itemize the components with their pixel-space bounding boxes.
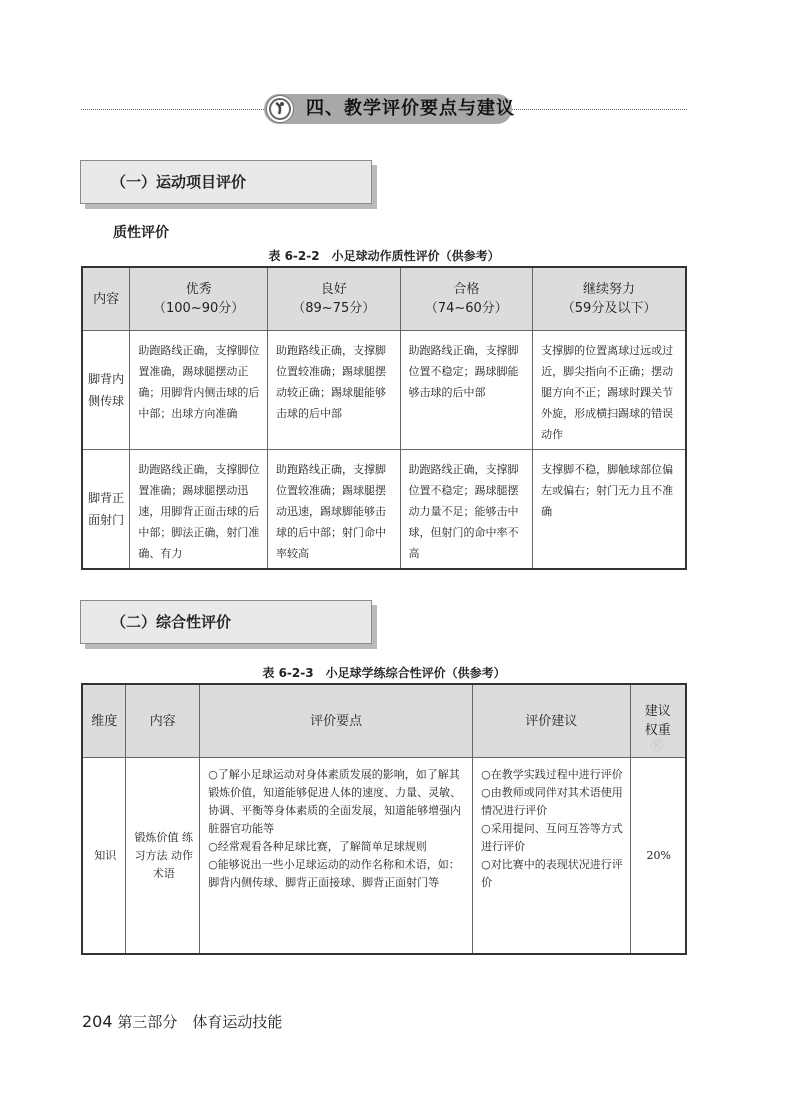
header-range: （89~75分） [292, 301, 376, 316]
header-dimension: 维度 [82, 684, 126, 758]
header-range: （74~60分） [424, 301, 508, 316]
table-cell: 助跑路线正确，支撑脚位置不稳定；踢球脚能够击球的后中部 [400, 331, 533, 450]
subsection-title-2: （二）综合性评价 [111, 613, 232, 631]
header-suggestions: 评价建议 [473, 684, 630, 758]
list-item: ○在教学实践过程中进行评价 [481, 768, 623, 781]
header-excellent [130, 267, 268, 331]
list-item: ○由教师或同伴对其术语使用情况进行评价 [481, 786, 623, 817]
header-label: 良好 [320, 282, 347, 297]
header-label: 优秀 [185, 282, 212, 297]
watermark: ® [648, 735, 666, 756]
header-label: 权重 [644, 723, 671, 738]
table-row [82, 331, 686, 450]
list-item: ○了解小足球运动对身体素质发展的影响，如了解其锻炼价值，知道能够促进人体的速度、力量、灵敏、协调、平衡等身体素质的全面发展，知道能够增强内脏器官功能等 [208, 768, 462, 835]
header-label: 合格 [453, 282, 480, 297]
list-item: ○采用提问、互问互答等方式进行评价 [481, 822, 623, 853]
header-label: 建议 [644, 704, 671, 719]
table-row [82, 450, 686, 570]
table-cell: 助跑路线正确，支撑脚位置准确；踢球腿摆动迅速，用脚背正面击球的后中部；脚法正确，射门准确、有力 [130, 450, 268, 570]
divider-left [81, 109, 264, 110]
row-label: 脚背正面射门 [82, 450, 130, 570]
quality-label: 质性评价 [113, 225, 169, 241]
header-pass [400, 267, 533, 331]
table-cell: 助跑路线正确，支撑脚位置较准确；踢球腿摆动迅速，踢球脚能够击球的后中部；射门命中率较高 [267, 450, 400, 570]
table-row [82, 758, 686, 954]
header-range: （100~90分） [153, 301, 245, 316]
table-cell: 助跑路线正确，支撑脚位置不稳定；踢球腿摆动力量不足；能够击中球，但射门的命中率不高 [400, 450, 533, 570]
points-cell [200, 758, 473, 954]
list-item: ○能够说出一些小足球运动的动作名称和术语，如：脚背内侧传球、脚背正面接球、脚背正面射门等 [208, 858, 460, 889]
header-key-points: 评价要点 [200, 684, 473, 758]
page-number: 204 [82, 1012, 113, 1031]
weight-cell: 20% [630, 758, 686, 954]
table-cell: 支撑脚不稳，脚触球部位偏左或偏右；射门无力且不准确 [533, 450, 686, 570]
header-keep-trying [533, 267, 686, 331]
header-label: 继续努力 [583, 282, 636, 297]
table-header-row [82, 684, 686, 758]
quality-evaluation-table [81, 266, 687, 570]
comprehensive-evaluation-table [81, 683, 687, 955]
header-content [82, 267, 130, 331]
header-range: （59分及以下） [561, 301, 657, 316]
subsection-header-2 [80, 600, 372, 644]
table2-caption: 表 6-2-3 小足球学练综合性评价（供参考） [262, 666, 506, 680]
runner-icon [266, 95, 294, 123]
list-item: ○对比赛中的表现状况进行评价 [481, 858, 623, 889]
content-cell: 锻炼价值 练习方法 动作术语 [126, 758, 200, 954]
footer-text: 第三部分 体育运动技能 [117, 1013, 283, 1031]
page-footer [82, 1011, 282, 1032]
subsection-title-1: （一）运动项目评价 [111, 173, 247, 191]
header-good [267, 267, 400, 331]
table-cell: 助跑路线正确，支撑脚位置准确，踢球腿摆动正确；用脚背内侧击球的后中部；出球方向准确 [130, 331, 268, 450]
subsection-header-1 [80, 160, 372, 204]
section-title: 四、教学评价要点与建议 [306, 98, 515, 119]
dimension-cell: 知识 [82, 758, 126, 954]
table1-caption: 表 6-2-2 小足球动作质性评价（供参考） [268, 249, 500, 263]
header-content: 内容 [126, 684, 200, 758]
row-label: 脚背内侧传球 [82, 331, 130, 450]
table-header-row [82, 267, 686, 331]
header-label: 内容 [93, 291, 120, 307]
table-cell: 助跑路线正确，支撑脚位置较准确；踢球腿摆动较正确；踢球腿能够击球的后中部 [267, 331, 400, 450]
suggestions-cell [473, 758, 630, 954]
divider-right [512, 109, 687, 110]
table-cell: 支撑脚的位置离球过远或过近，脚尖指向不正确；摆动腿方向不正；踢球时踝关节外旋，形成横扫踢球的错误动作 [533, 331, 686, 450]
list-item: ○经常观看各种足球比赛，了解简单足球规则 [208, 840, 427, 853]
